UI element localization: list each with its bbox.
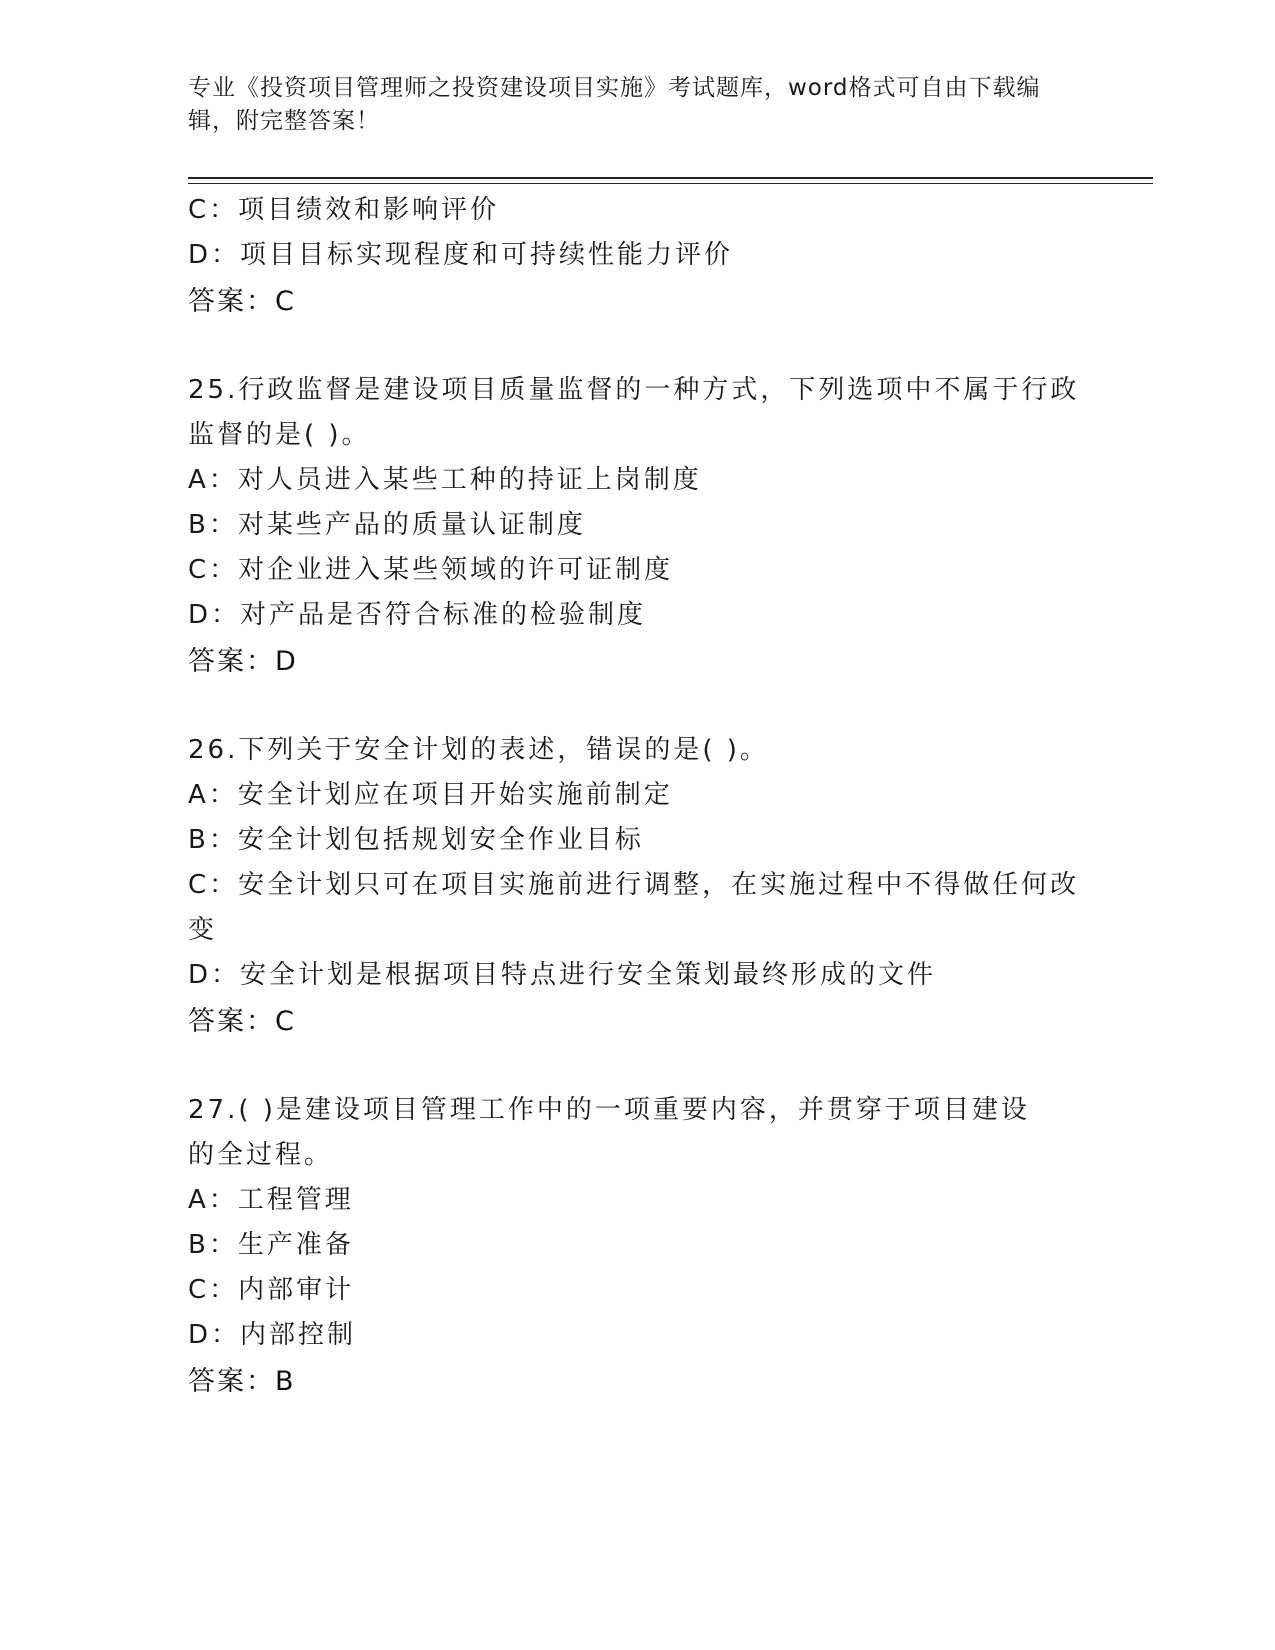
option-d: D：对产品是否符合标准的检验制度 (188, 600, 647, 630)
option-c: C：对企业进入某些领域的许可证制度 (188, 555, 674, 585)
header-line-1: 专业《投资项目管理师之投资建设项目实施》考试题库，word格式可自由下载编 (188, 75, 1041, 101)
option-a: A：安全计划应在项目开始实施前制定 (188, 780, 673, 810)
question-stem: 25.行政监督是建设项目质量监督的一种方式，下列选项中不属于行政 (188, 375, 1080, 405)
option-c-continued: 变 (188, 915, 218, 945)
question-24-tail (188, 188, 1088, 325)
option-b: B：安全计划包括规划安全作业目标 (188, 825, 644, 855)
answer-line: 答案：C (188, 1006, 296, 1037)
question-stem-continued: 监督的是( )。 (188, 420, 371, 450)
option-a: A：对人员进入某些工种的持证上岗制度 (188, 465, 702, 495)
header-line-2: 辑，附完整答案！ (188, 108, 380, 134)
option-d: D：内部控制 (188, 1320, 357, 1350)
document-header (188, 72, 1068, 138)
option-c: C：安全计划只可在项目实施前进行调整，在实施过程中不得做任何改 (188, 870, 1080, 900)
header-divider-thick (188, 177, 1153, 179)
header-divider-thin (188, 183, 1153, 184)
question-27 (188, 1088, 1088, 1405)
option-d: D：项目目标实现程度和可持续性能力评价 (188, 240, 734, 270)
answer-line: 答案：C (188, 286, 296, 317)
option-b: B：生产准备 (188, 1230, 354, 1260)
spacer (188, 685, 1088, 728)
option-b: B：对某些产品的质量认证制度 (188, 510, 586, 540)
option-d: D：安全计划是根据项目特点进行安全策划最终形成的文件 (188, 960, 937, 990)
answer-line: 答案：B (188, 1366, 296, 1397)
question-list (188, 188, 1088, 1405)
question-25 (188, 368, 1088, 685)
question-26 (188, 728, 1088, 1045)
option-c: C：项目绩效和影响评价 (188, 195, 500, 225)
answer-line: 答案：D (188, 646, 298, 677)
question-stem-continued: 的全过程。 (188, 1140, 334, 1170)
spacer (188, 1045, 1088, 1088)
question-stem: 26.下列关于安全计划的表述，错误的是( )。 (188, 735, 769, 765)
option-a: A：工程管理 (188, 1185, 354, 1215)
option-c: C：内部审计 (188, 1275, 355, 1305)
question-stem: 27.( )是建设项目管理工作中的一项重要内容，并贯穿于项目建设 (188, 1095, 1030, 1125)
spacer (188, 325, 1088, 368)
